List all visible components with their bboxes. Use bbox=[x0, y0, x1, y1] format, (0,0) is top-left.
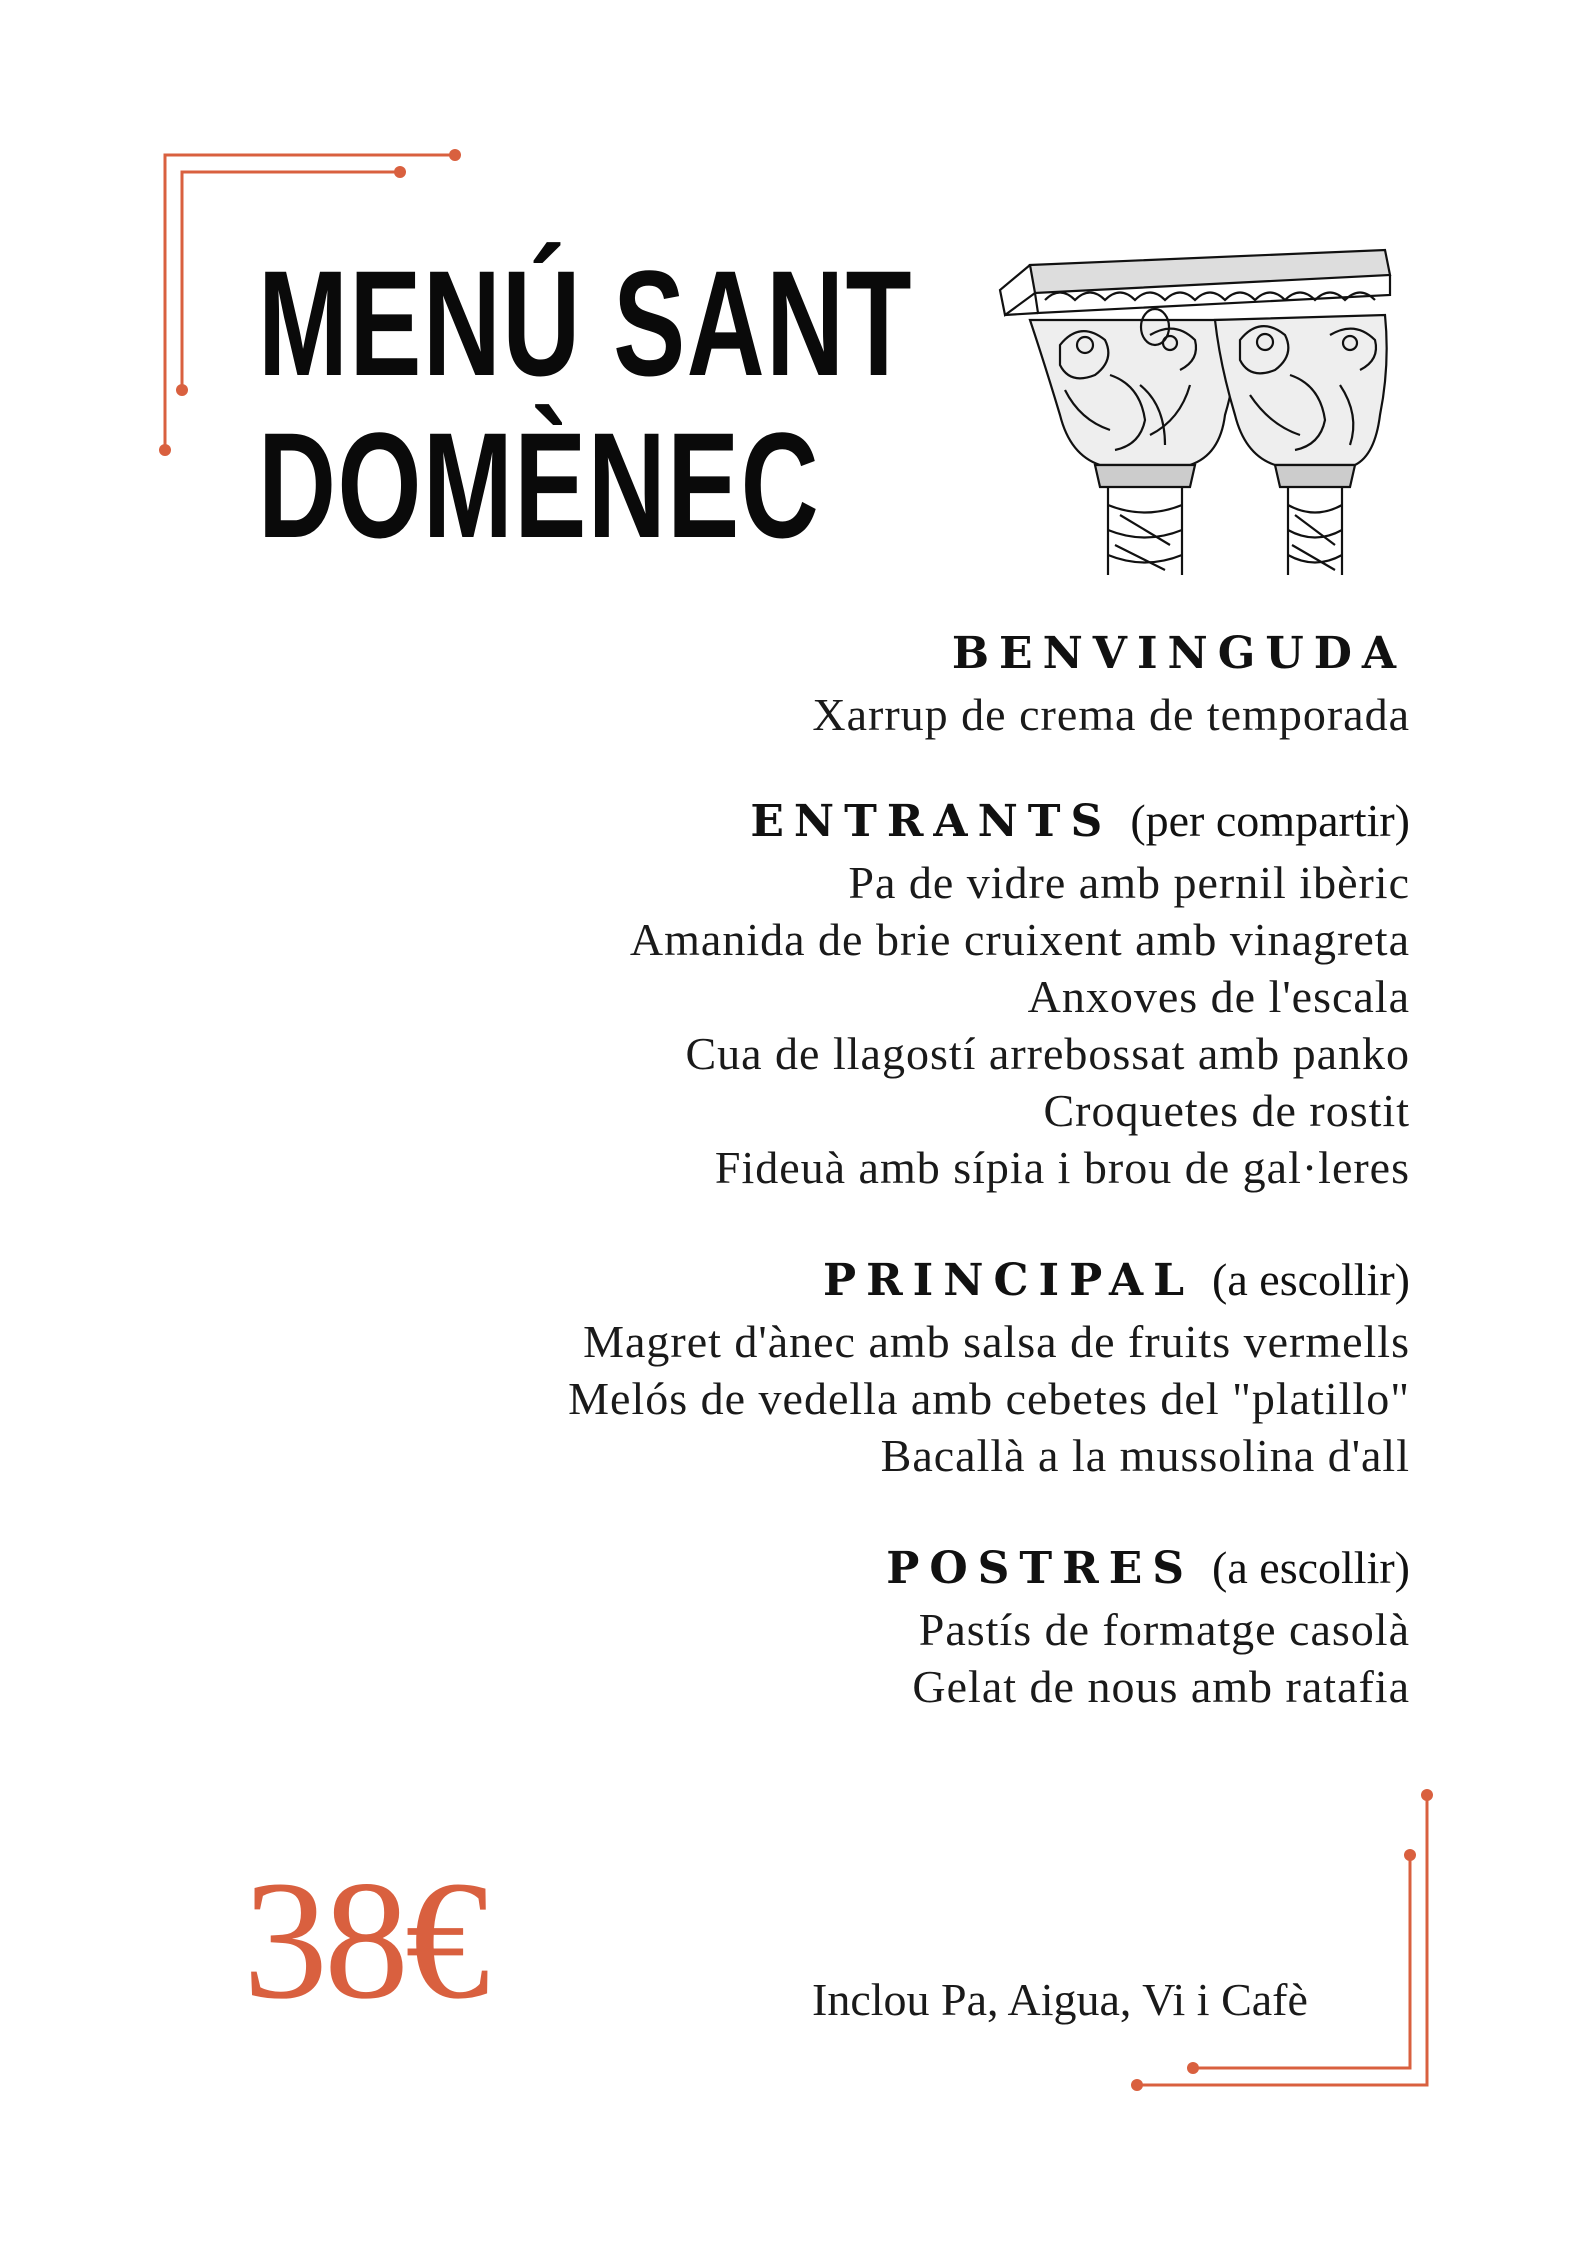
menu-item: Anxoves de l'escala bbox=[1027, 971, 1410, 1022]
menu-price: 38€ bbox=[243, 1846, 486, 2034]
section-heading-note: (a escollir) bbox=[1212, 1542, 1410, 1593]
section-heading-note: (a escollir) bbox=[1212, 1254, 1410, 1305]
section-heading-label: BENVINGUDA bbox=[951, 628, 1406, 679]
section-heading bbox=[310, 622, 1410, 686]
menu-item: Bacallà a la mussolina d'all bbox=[880, 1430, 1410, 1481]
section-desserts bbox=[310, 1536, 1410, 1715]
menu-item: Croquetes de rostit bbox=[1043, 1085, 1410, 1136]
section-heading-label: ENTRANTS bbox=[750, 796, 1113, 847]
title-line-2: DOMÈNEC bbox=[258, 401, 821, 569]
menu-item: Fideuà amb sípia i brou de gal·leres bbox=[714, 1142, 1410, 1193]
price-includes-note: Inclou Pa, Aigua, Vi i Cafè bbox=[812, 1974, 1308, 2025]
section-welcome bbox=[310, 622, 1410, 743]
menu-item: Cua de llagostí arrebossat amb panko bbox=[685, 1028, 1410, 1079]
menu-list bbox=[310, 622, 1410, 1715]
menu-item: Gelat de nous amb ratafia bbox=[912, 1661, 1410, 1712]
menu-item: Melós de vedella amb cebetes del "platillo" bbox=[568, 1373, 1410, 1424]
section-heading bbox=[310, 789, 1410, 854]
menu-item: Xarrup de crema de temporada bbox=[812, 689, 1410, 740]
menu-item: Pastís de formatge casolà bbox=[918, 1604, 1410, 1655]
title-line-1: MENÚ SANT bbox=[258, 239, 913, 407]
menu-item: Magret d'ànec amb salsa de fruits vermells bbox=[583, 1316, 1410, 1367]
section-heading bbox=[310, 1248, 1410, 1313]
section-heading-note: (per compartir) bbox=[1130, 795, 1410, 846]
section-heading bbox=[310, 1536, 1410, 1601]
section-starters bbox=[310, 789, 1410, 1196]
section-heading-label: PRINCIPAL bbox=[823, 1255, 1195, 1306]
menu-item: Amanida de brie cruixent amb vinagreta bbox=[629, 914, 1410, 965]
menu-item: Pa de vidre amb pernil ibèric bbox=[848, 857, 1410, 908]
section-main bbox=[310, 1248, 1410, 1484]
page-title bbox=[258, 239, 913, 569]
section-heading-label: POSTRES bbox=[886, 1543, 1195, 1594]
romanesque-capital-illustration bbox=[990, 215, 1410, 575]
